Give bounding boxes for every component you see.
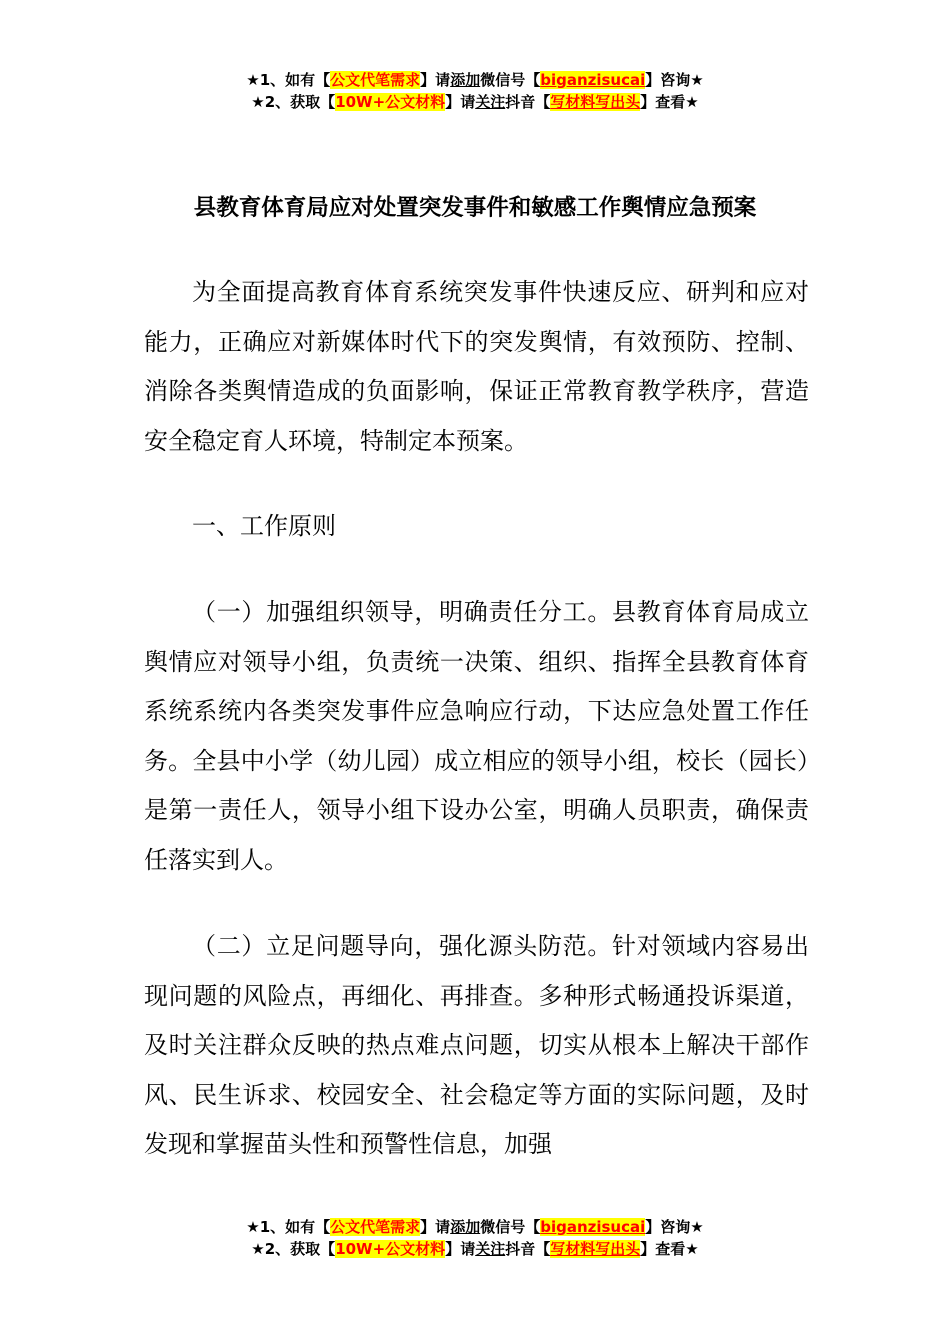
promo-underlined-add: 添加 <box>450 71 481 89</box>
promo-text: ★1、如有【 <box>246 71 331 89</box>
promo-wechat-id[interactable]: biganzisucai <box>540 71 646 89</box>
section-item-2: （二）立足问题导向，强化源头防范。针对领域内容易出现问题的风险点，再细化、再排查。多种形式畅通投诉渠道，及时关注群众反映的热点难点问题，切实从根本上解决干部作风、民生诉求、校园安全、社会稳定等方面的实际问题，及时发现和掌握苗头性和预警性信息，加强 <box>144 932 809 1159</box>
promo-text: 】请 <box>445 93 476 111</box>
promo-underlined-follow: 关注 <box>475 1240 506 1258</box>
promo-text: 】请 <box>445 1240 476 1258</box>
promo-douyin-id[interactable]: 写材料写出头 <box>550 1240 641 1258</box>
document-title: 县教育体育局应对处置突发事件和敏感工作舆情应急预案 <box>193 195 757 221</box>
promo-text: 】请 <box>420 71 451 89</box>
promo-text: 抖音【 <box>505 1240 551 1258</box>
promo-highlight-materials: 10W+公文材料 <box>335 93 446 111</box>
promo-text: 抖音【 <box>505 93 551 111</box>
promo-text: 微信号【 <box>480 71 541 89</box>
promo-text: 】咨询★ <box>645 1218 704 1236</box>
promo-text: ★1、如有【 <box>246 1218 331 1236</box>
promo-banner-top <box>0 69 950 113</box>
promo-text: ★2、获取【 <box>251 1240 336 1258</box>
intro-paragraph: 为全面提高教育体育系统突发事件快速反应、研判和应对能力，正确应对新媒体时代下的突发舆情，有效预防、控制、消除各类舆情造成的负面影响，保证正常教育教学秩序，营造安全稳定育人环境，特制定本预案。 <box>144 278 809 455</box>
promo-underlined-add: 添加 <box>450 1218 481 1236</box>
section-item-1: （一）加强组织领导，明确责任分工。县教育体育局成立舆情应对领导小组，负责统一决策、组织、指挥全县教育体育系统系统内各类突发事件应急响应行动，下达应急处置工作任务。全县中小学（幼儿园）成立相应的领导小组，校长（园长）是第一责任人，领导小组下设办公室，明确人员职责，确保责任落实到人。 <box>144 598 809 874</box>
promo-line-2 <box>0 91 950 113</box>
promo-line-1 <box>0 1216 950 1238</box>
promo-line-1 <box>0 69 950 91</box>
promo-text: 】请 <box>420 1218 451 1236</box>
promo-text: 】查看★ <box>640 93 699 111</box>
promo-text: 微信号【 <box>480 1218 541 1236</box>
promo-banner-bottom <box>0 1216 950 1260</box>
promo-line-2 <box>0 1238 950 1260</box>
promo-text: 】查看★ <box>640 1240 699 1258</box>
section-heading: 一、工作原则 <box>192 512 336 540</box>
promo-highlight-service: 公文代笔需求 <box>330 71 421 89</box>
promo-underlined-follow: 关注 <box>475 93 506 111</box>
promo-douyin-id[interactable]: 写材料写出头 <box>550 93 641 111</box>
promo-highlight-materials: 10W+公文材料 <box>335 1240 446 1258</box>
promo-highlight-service: 公文代笔需求 <box>330 1218 421 1236</box>
promo-text: 】咨询★ <box>645 71 704 89</box>
promo-wechat-id[interactable]: biganzisucai <box>540 1218 646 1236</box>
promo-text: ★2、获取【 <box>251 93 336 111</box>
